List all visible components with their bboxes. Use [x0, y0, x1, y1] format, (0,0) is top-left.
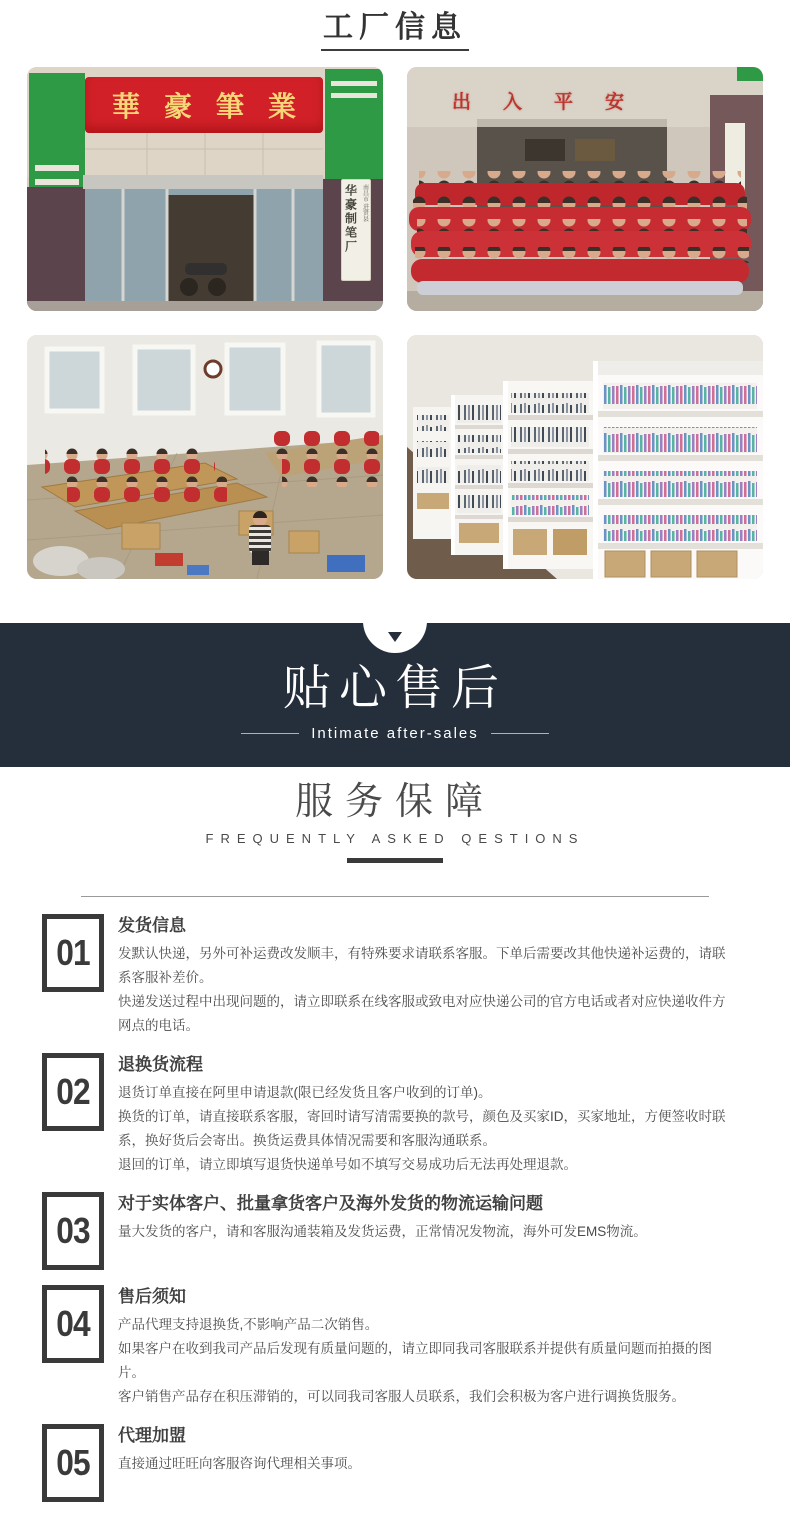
photo-showroom-shelves [407, 335, 763, 579]
faq-paragraph: 快递发送过程中出现问题的，请立即联系在线客服或致电对应快递公司的官方电话或者对应快递收件方网点的电话。 [118, 994, 726, 1033]
faq-content [118, 1053, 732, 1177]
factory-plaque-main-text: 华豪制笔厂 [343, 184, 358, 254]
factory-info-section [0, 0, 790, 579]
factory-name-sign-text: 華豪筆業 [111, 90, 320, 123]
faq-heading: 售后须知 [118, 1287, 186, 1306]
faq-paragraph: 直接通过旺旺向客服咨询代理相关事项。 [118, 1456, 361, 1471]
faq-number-badge: 01 [42, 914, 104, 992]
faq-paragraph: 发默认快递，另外可补运费改发顺丰，有特殊要求请联系客服。下单后需要改其他快递补运费的，请联系客服补差价。 [118, 946, 726, 985]
subtitle-right-line [491, 733, 549, 734]
after-sales-subtitle-row [0, 725, 790, 742]
workshop-art [27, 335, 383, 579]
faq-content [118, 1285, 732, 1409]
factory-plaque [341, 179, 371, 281]
factory-section-title: 工厂信息 [323, 11, 467, 44]
subtitle-accent-line [347, 858, 443, 863]
after-sales-subtitle: Intimate after-sales [311, 725, 479, 742]
factory-plaque-side-text: 南昌市 进贤县 [361, 184, 368, 222]
subtitle-left-line [241, 733, 299, 734]
faq-item-logistics [42, 1192, 790, 1270]
faq-heading: 发货信息 [118, 916, 186, 935]
photo-staff-group [407, 67, 763, 311]
showroom-art [407, 335, 763, 579]
photo-factory-entrance [27, 67, 383, 311]
faq-number-badge: 05 [42, 1424, 104, 1502]
factory-photo-grid [27, 67, 763, 579]
factory-name-sign [85, 77, 323, 133]
faq-heading: 对于实体客户、批量拿货客户及海外发货的物流运输问题 [118, 1194, 543, 1213]
faq-content [118, 1192, 732, 1270]
chevron-down-icon [388, 632, 402, 642]
section-divider [81, 896, 709, 897]
banner-notch [363, 589, 427, 653]
service-section-title: 服务保障 [294, 781, 495, 823]
faq-item-shipping [42, 914, 790, 1038]
service-guarantee-section [0, 767, 790, 1525]
faq-paragraph: 如果客户在收到我司产品后发现有质量问题的，请立即同我司客服联系并提供有质量问题而拍摄的图片。 [118, 1341, 712, 1380]
faq-content [118, 914, 732, 1038]
faq-item-agency [42, 1424, 790, 1502]
after-sales-title: 贴心售后 [282, 662, 507, 715]
service-section-subtitle: FREQUENTLY ASKED QESTIONS [205, 831, 585, 846]
door-lintel-text: 出入平安 [452, 92, 657, 113]
faq-item-after-sales-notes [42, 1285, 790, 1409]
faq-number-badge: 03 [42, 1192, 104, 1270]
faq-list [42, 914, 790, 1525]
title-underline [321, 49, 469, 51]
faq-number-badge: 04 [42, 1285, 104, 1363]
faq-paragraph: 产品代理支持退换货,不影响产品二次销售。 [118, 1317, 379, 1332]
faq-paragraph: 换货的订单，请直接联系客服，寄回时请写清需要换的款号，颜色及买家ID，买家地址，方便签收时联系，换好货后会寄出。换货运费具体情况需要和客服沟通联系。 [118, 1109, 726, 1148]
faq-item-returns [42, 1053, 790, 1177]
faq-number-badge: 02 [42, 1053, 104, 1131]
faq-paragraph: 退回的订单，请立即填写退货快递单号如不填写交易成功后无法再处理退款。 [118, 1157, 577, 1172]
faq-paragraph: 退货订单直接在阿里申请退款(限已经发货且客户收到的订单)。 [118, 1085, 492, 1100]
after-sales-banner [0, 623, 790, 767]
faq-paragraph: 客户销售产品存在积压滞销的，可以同我司客服人员联系，我们会积极为客户进行调换货服务。 [118, 1389, 685, 1404]
photo-workshop-interior [27, 335, 383, 579]
faq-heading: 退换货流程 [118, 1055, 203, 1074]
faq-paragraph: 量大发货的客户，请和客服沟通装箱及发货运费，正常情况发物流，海外可发EMS物流。 [118, 1224, 647, 1239]
faq-heading: 代理加盟 [118, 1426, 186, 1445]
faq-content [118, 1424, 732, 1502]
